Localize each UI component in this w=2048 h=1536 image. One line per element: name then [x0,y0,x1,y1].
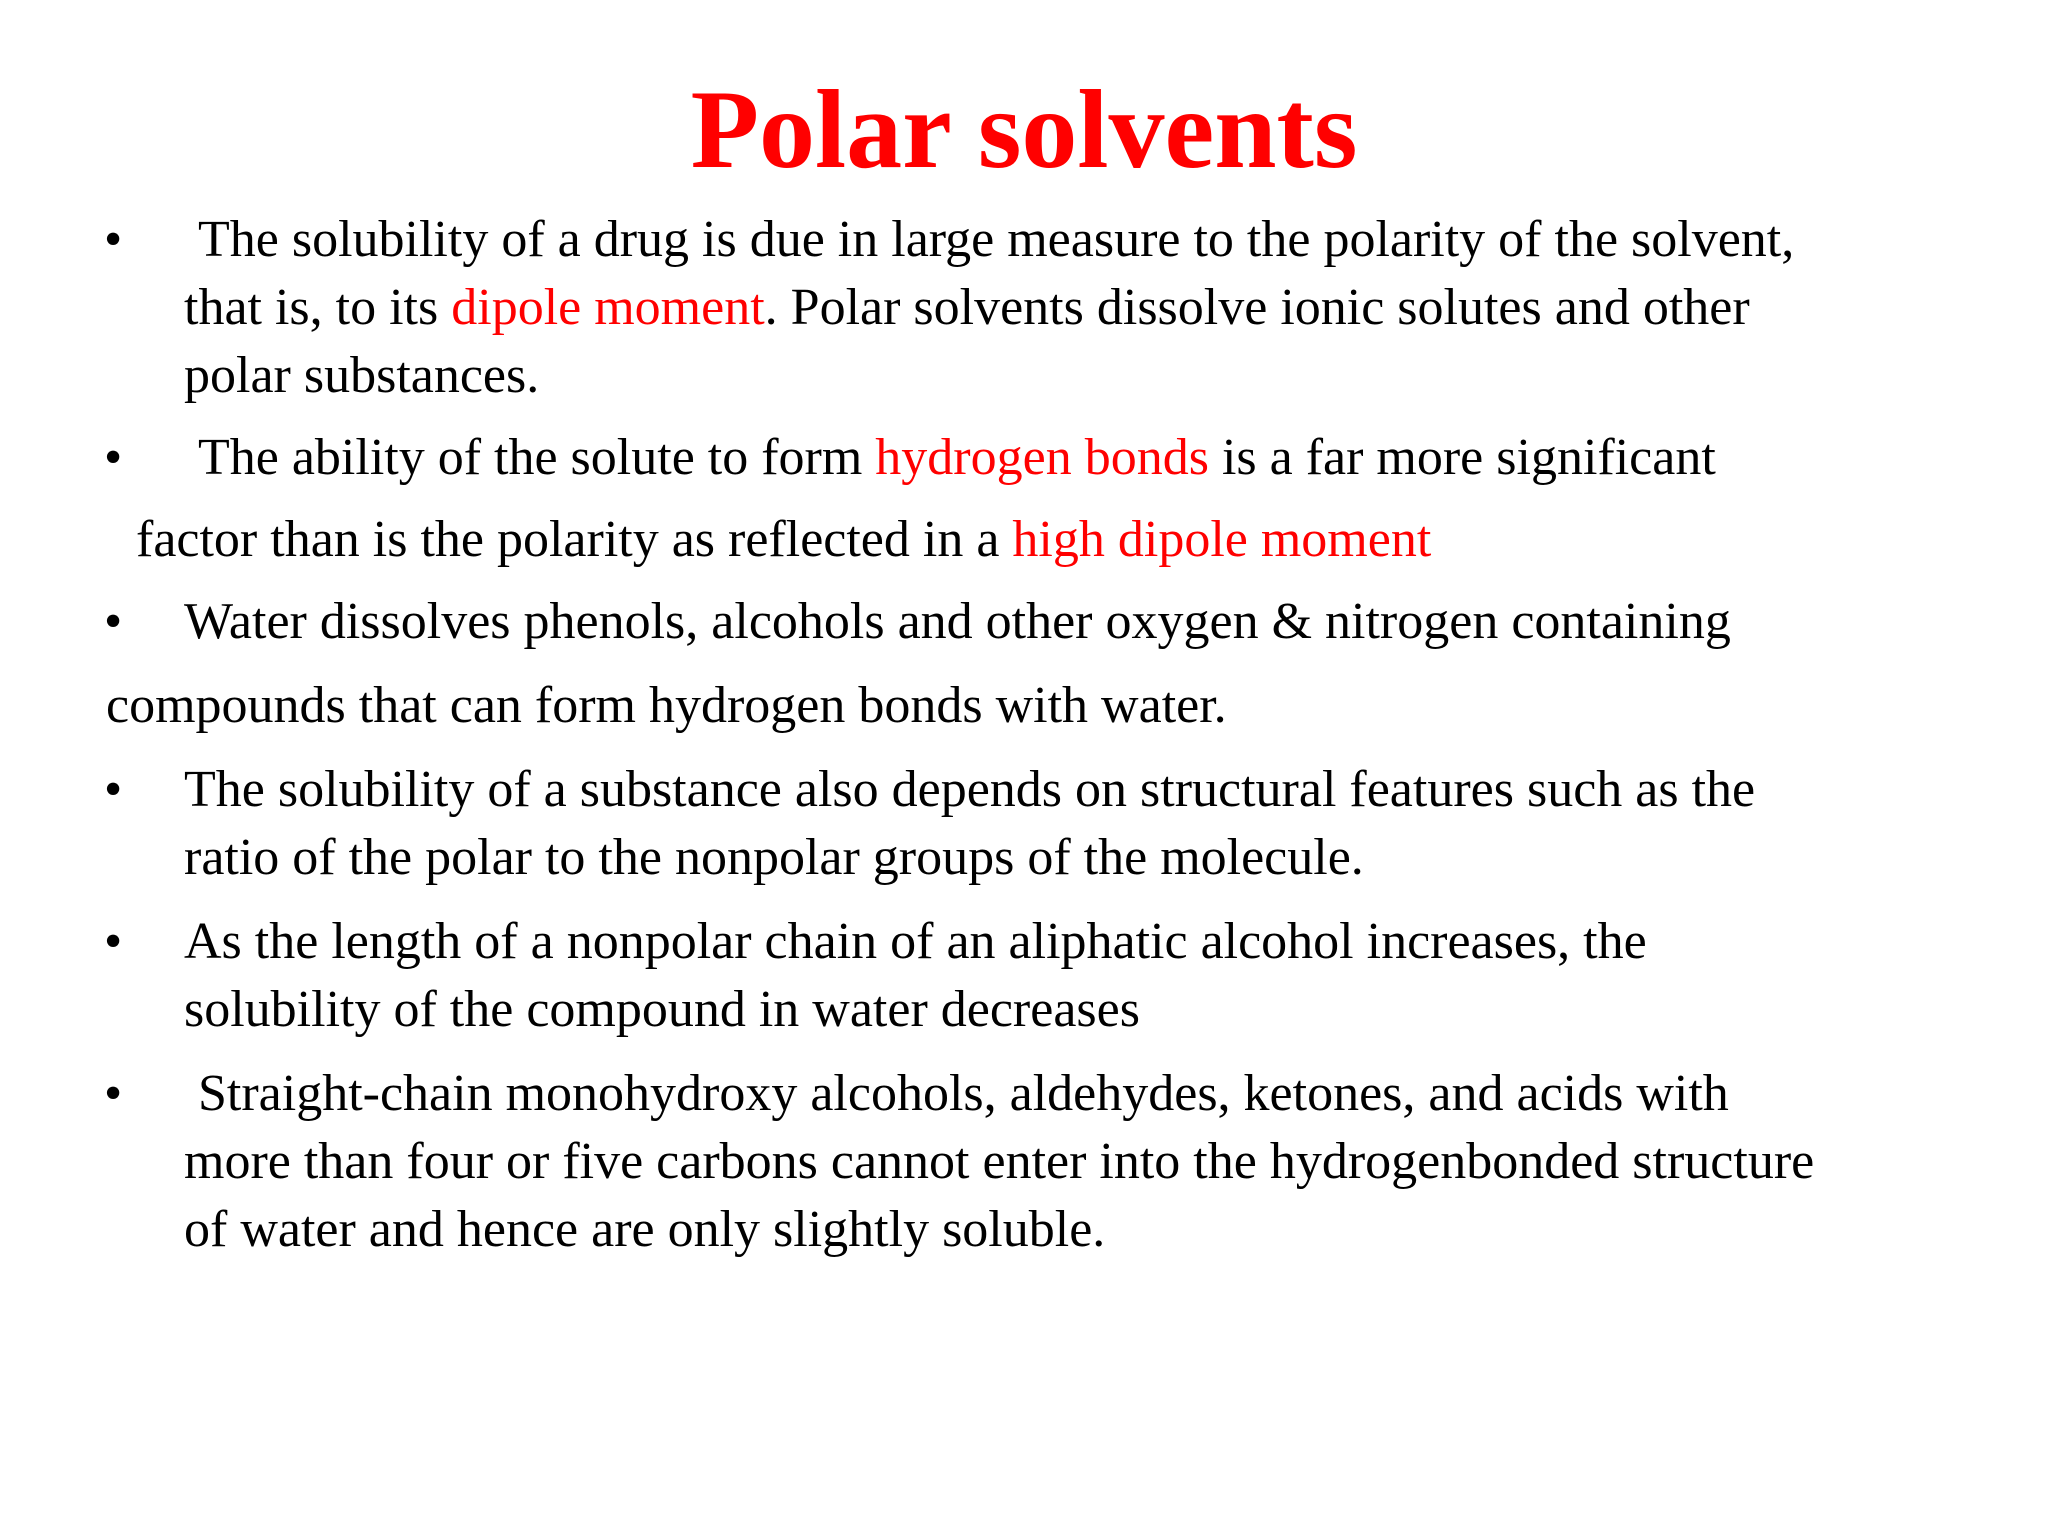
text-run: more than four or five carbons cannot enter into the hydrogenbonded structure [184,1133,1815,1190]
point-3-line-2 [106,672,1227,740]
point-6-line-2 [184,1128,1814,1196]
text-run: As the length of a nonpolar chain of an aliphatic alcohol increases, the [184,913,1647,970]
highlight-hydrogen-bonds: hydrogen bonds [875,429,1209,486]
point-5-line-1 [184,908,1647,976]
point-6-line-3 [184,1196,1105,1264]
point-1-line-1 [198,206,1794,274]
text-run: solubility of the compound in water decreases [184,981,1140,1038]
text-run: The solubility of a substance also depends on structural features such as the [184,761,1756,818]
text-run: factor than is the polarity as reflected in a [136,511,1013,568]
point-1-line-2 [184,274,1750,342]
bullet-marker: • [104,761,123,818]
bullet-marker: • [104,913,123,970]
text-run: The solubility of a drug is due in large measure to the polarity of the solvent, [198,211,1795,268]
highlight-high-dipole-moment: high dipole moment [1012,511,1432,568]
point-5-line-2 [184,976,1140,1044]
point-6-line-1 [198,1060,1729,1128]
point-1-line-3 [184,342,539,410]
point-4-line-1 [184,756,1755,824]
point-3-line-1 [184,588,1731,656]
highlight-dipole-moment: dipole moment [451,279,765,336]
point-2-line-1 [198,424,1716,492]
slide-title: Polar solvents [690,68,1358,192]
bullet-marker: • [104,1065,123,1122]
point-4-line-2 [184,824,1364,892]
text-run: Water dissolves phenols, alcohols and other oxygen & nitrogen containing [184,593,1731,650]
bullet-marker: • [104,429,123,486]
text-run: polar substances. [184,347,540,404]
bullet-marker: • [104,593,123,650]
text-run: of water and hence are only slightly soluble. [184,1201,1106,1258]
text-run: is a far more significant [1208,429,1716,486]
text-run: The ability of the solute to form [198,429,876,486]
text-run: Straight-chain monohydroxy alcohols, aldehydes, ketones, and acids with [198,1065,1729,1122]
point-2-line-2 [136,506,1431,574]
text-run: ratio of the polar to the nonpolar groups of the molecule. [184,829,1364,886]
text-run: compounds that can form hydrogen bonds with water. [106,677,1227,734]
text-run: that is, to its [184,279,452,336]
bullet-marker: • [104,211,123,268]
text-run: . Polar solvents dissolve ionic solutes and other [764,279,1750,336]
